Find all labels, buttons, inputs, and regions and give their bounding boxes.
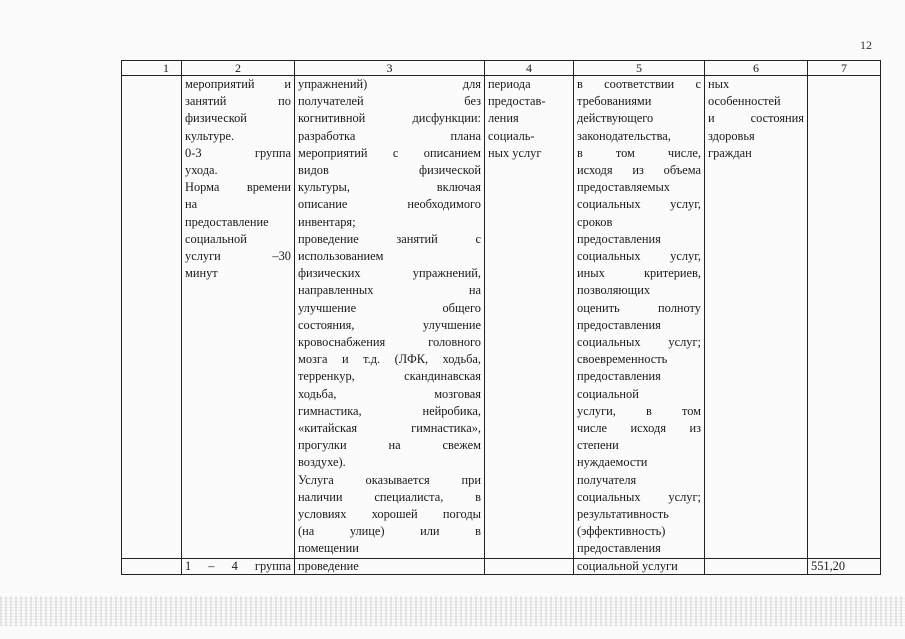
cell-col1-last <box>122 558 182 574</box>
col5-line: социальных услуг; <box>577 489 701 504</box>
col2-line: на <box>185 197 198 212</box>
col5-line: в соответствии с <box>577 77 701 91</box>
page-number: 12 <box>860 38 872 52</box>
cell-col7-last <box>808 558 881 574</box>
cell-col3-last <box>295 558 485 574</box>
cell-col4 <box>485 76 574 559</box>
col2-line: физической <box>185 111 247 126</box>
col5-line: предоставления <box>577 317 661 332</box>
col3-line: направленных на <box>298 283 481 298</box>
col3-line: видов физической <box>298 163 481 178</box>
col2-line: ухода. <box>185 163 218 178</box>
col5-line: социальных услуг, <box>577 197 701 212</box>
col6-text <box>708 76 804 162</box>
col5-line: числе исходя из <box>577 421 701 436</box>
col3-line: состояния, улучшение <box>298 317 481 332</box>
col4-line: социаль- <box>488 128 535 143</box>
col5-line: (эффективность) <box>577 524 666 539</box>
col3-line: получателей без <box>298 94 481 109</box>
col3-line: наличии специалиста, в <box>298 489 481 504</box>
col4-line: ления <box>488 111 519 126</box>
col4-text <box>488 76 570 162</box>
col3-line: инвентаря; <box>298 214 356 229</box>
cell-col4-last <box>485 558 574 574</box>
col5-line: степени <box>577 438 619 453</box>
col2-line: 0-3 группа <box>185 145 291 160</box>
col3-line: кровоснабжения головного <box>298 335 481 350</box>
col5-line: действующего <box>577 111 654 126</box>
price-value: 551,20 <box>811 558 846 573</box>
cell-col2 <box>182 76 295 559</box>
col2-line: минут <box>185 266 218 281</box>
col2-line: услуги –30 <box>185 249 291 264</box>
col5-line: социальных услуг, <box>577 249 701 264</box>
col6-line: ных <box>708 77 730 91</box>
col5-line: предоставления <box>577 541 661 556</box>
col2-line: культуре. <box>185 128 235 143</box>
col3-line: «китайская гимнастика», <box>298 421 481 436</box>
cell-col2-last <box>182 558 295 574</box>
header-cell-6: 6 <box>705 61 808 76</box>
col2-line: занятий по <box>185 94 291 109</box>
cell-col7 <box>808 76 881 559</box>
col3-line: воздухе). <box>298 455 346 470</box>
cell-col5-last <box>574 558 705 574</box>
col3-line: проведение занятий с <box>298 231 481 246</box>
col3-continuation: проведение <box>298 558 359 573</box>
col2-line: социальной <box>185 231 247 246</box>
col3-line: Услуга оказывается при <box>298 472 481 487</box>
col2-line: предоставление <box>185 214 269 229</box>
col3-line: использованием <box>298 249 384 264</box>
col5-line: требованиями <box>577 94 652 109</box>
col5-line: нуждаемости <box>577 455 648 470</box>
col5-line: предоставления <box>577 231 661 246</box>
col3-line: прогулки на свежем <box>298 438 481 453</box>
col3-line: условиях хорошей погоды <box>298 507 481 522</box>
col5-continuation: социальной услуги <box>577 558 678 573</box>
col3-line: улучшение общего <box>298 300 481 315</box>
col3-line: описание необходимого <box>298 197 481 212</box>
col6-line: здоровья <box>708 128 755 143</box>
col3-line: гимнастика, нейробика, <box>298 403 481 418</box>
header-row <box>122 61 881 76</box>
services-table <box>121 60 881 575</box>
service-row <box>122 76 881 559</box>
col3-line: когнитивной дисфункции: <box>298 111 481 126</box>
col3-line: физических упражнений, <box>298 266 481 281</box>
header-cell-3: 3 <box>295 61 485 76</box>
col5-line: социальной <box>577 386 639 401</box>
header-cell-4: 4 <box>485 61 574 76</box>
cell-col6-last <box>705 558 808 574</box>
col3-line: (на улице) или в <box>298 524 481 539</box>
col6-line: особенностей <box>708 94 781 109</box>
col4-line: периода <box>488 77 531 91</box>
col3-line: помещении <box>298 541 359 556</box>
col3-line: мероприятий с описанием <box>298 145 481 160</box>
col5-line: услуги, в том <box>577 403 701 418</box>
col4-line: ных услуг <box>488 145 542 160</box>
col6-line: граждан <box>708 145 752 160</box>
col3-line: терренкур, скандинавская <box>298 369 481 384</box>
group-label: 1 – 4 группа <box>185 558 291 573</box>
header-cell-5: 5 <box>574 61 705 76</box>
col5-line: получателя <box>577 472 637 487</box>
col5-line: в том числе, <box>577 145 701 160</box>
col2-text <box>185 76 291 282</box>
col5-line: предоставляемых <box>577 180 670 195</box>
col2-line: Норма времени <box>185 180 291 195</box>
col5-line: исходя из объема <box>577 163 701 178</box>
scan-noise-strip <box>0 596 905 626</box>
col4-line: предостав- <box>488 94 546 109</box>
cell-col1 <box>122 76 182 559</box>
col5-line: предоставления <box>577 369 661 384</box>
col3-line: ходьба, мозговая <box>298 386 481 401</box>
col3-line: культуры, включая <box>298 180 481 195</box>
header-cell-1: 1 <box>122 61 182 76</box>
col5-line: оценить полноту <box>577 300 701 315</box>
col2-line: мероприятий и <box>185 77 291 91</box>
col3-line: упражнений) для <box>298 77 481 91</box>
col5-line: социальных услуг; <box>577 335 701 350</box>
col3-line: мозга и т.д. (ЛФК, ходьба, <box>298 352 481 367</box>
col3-text <box>298 76 481 558</box>
col5-line: иных критериев, <box>577 266 701 281</box>
cell-col3 <box>295 76 485 559</box>
header-cell-2: 2 <box>182 61 295 76</box>
col5-line: сроков <box>577 214 613 229</box>
col5-text <box>577 76 701 558</box>
col5-line: результативность <box>577 507 669 522</box>
col6-line: и состояния <box>708 111 804 126</box>
cell-col6 <box>705 76 808 559</box>
col3-line: разработка плана <box>298 128 481 143</box>
header-cell-7: 7 <box>808 61 881 76</box>
col5-line: позволяющих <box>577 283 651 298</box>
group-row <box>122 558 881 574</box>
cell-col5 <box>574 76 705 559</box>
col5-line: своевременность <box>577 352 668 367</box>
col5-line: законодательства, <box>577 128 671 143</box>
